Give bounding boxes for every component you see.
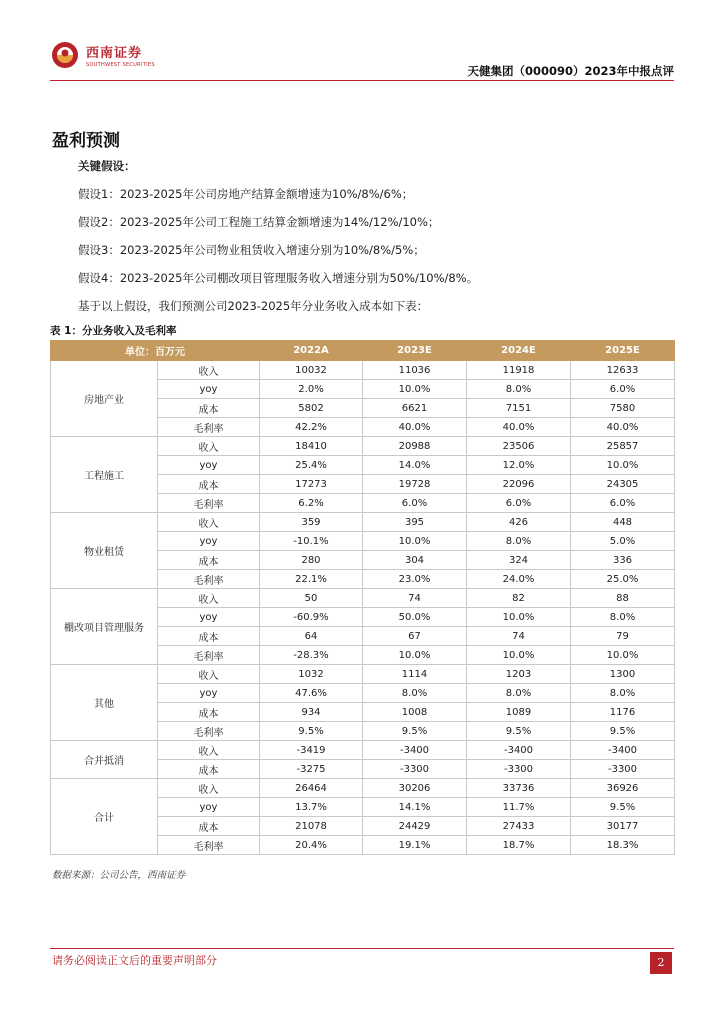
value-cell: 1300 xyxy=(571,665,675,684)
value-cell: 6.0% xyxy=(467,494,571,513)
value-cell: 67 xyxy=(363,627,467,646)
table-row xyxy=(51,741,675,760)
value-cell: 12633 xyxy=(571,361,675,380)
value-cell: 2.0% xyxy=(260,380,363,399)
value-cell: 6.0% xyxy=(363,494,467,513)
metric-label: yoy xyxy=(158,798,260,817)
value-cell: 10.0% xyxy=(363,380,467,399)
table-header-row xyxy=(51,341,675,361)
assumption-1: 假设1：2023-2025年公司房地产结算金额增速为10%/8%/6%； xyxy=(78,187,414,201)
year-header: 2022A xyxy=(260,341,363,361)
table-caption: 表 1：分业务收入及毛利率 xyxy=(50,325,177,337)
assumptions-heading: 关键假设： xyxy=(78,159,136,173)
metric-label: 成本 xyxy=(158,817,260,836)
value-cell: 36926 xyxy=(571,779,675,798)
value-cell: 25.4% xyxy=(260,456,363,475)
value-cell: 11036 xyxy=(363,361,467,380)
assumptions-conclusion: 基于以上假设，我们预测公司2023-2025年分业务收入成本如下表： xyxy=(78,299,429,313)
value-cell: 10.0% xyxy=(467,608,571,627)
value-cell: 25857 xyxy=(571,437,675,456)
value-cell: 19.1% xyxy=(363,836,467,855)
segment-name: 物业租赁 xyxy=(51,513,158,589)
value-cell: 6621 xyxy=(363,399,467,418)
value-cell: 8.0% xyxy=(467,684,571,703)
value-cell: 13.7% xyxy=(260,798,363,817)
value-cell: 14.1% xyxy=(363,798,467,817)
value-cell: -10.1% xyxy=(260,532,363,551)
value-cell: 25.0% xyxy=(571,570,675,589)
value-cell: 30177 xyxy=(571,817,675,836)
footer-disclaimer: 请务必阅读正文后的重要声明部分 xyxy=(52,954,217,967)
table-body xyxy=(51,361,675,855)
report-title: 天健集团（000090）2023年中报点评 xyxy=(467,64,674,78)
value-cell: 9.5% xyxy=(571,722,675,741)
assumption-2: 假设2：2023-2025年公司工程施工结算金额增速为14%/12%/10%； xyxy=(78,215,440,229)
value-cell: 7151 xyxy=(467,399,571,418)
value-cell: 18.7% xyxy=(467,836,571,855)
value-cell: -3300 xyxy=(363,760,467,779)
value-cell: 359 xyxy=(260,513,363,532)
value-cell: -3419 xyxy=(260,741,363,760)
value-cell: 18.3% xyxy=(571,836,675,855)
metric-label: 成本 xyxy=(158,627,260,646)
metric-label: 收入 xyxy=(158,779,260,798)
value-cell: 1089 xyxy=(467,703,571,722)
value-cell: 10.0% xyxy=(571,646,675,665)
value-cell: 5.0% xyxy=(571,532,675,551)
metric-label: yoy xyxy=(158,684,260,703)
value-cell: 6.0% xyxy=(571,380,675,399)
value-cell: 10.0% xyxy=(571,456,675,475)
metric-label: yoy xyxy=(158,532,260,551)
metric-label: 成本 xyxy=(158,760,260,779)
metric-label: 收入 xyxy=(158,589,260,608)
value-cell: 88 xyxy=(571,589,675,608)
value-cell: 1176 xyxy=(571,703,675,722)
value-cell: 11918 xyxy=(467,361,571,380)
segment-name: 其他 xyxy=(51,665,158,741)
metric-label: yoy xyxy=(158,380,260,399)
value-cell: 33736 xyxy=(467,779,571,798)
value-cell: 1008 xyxy=(363,703,467,722)
metric-label: 收入 xyxy=(158,361,260,380)
metric-label: 毛利率 xyxy=(158,722,260,741)
value-cell: 18410 xyxy=(260,437,363,456)
value-cell: 24.0% xyxy=(467,570,571,589)
value-cell: 395 xyxy=(363,513,467,532)
company-logo xyxy=(50,40,210,76)
logo-subtitle: SOUTHWEST SECURITIES xyxy=(86,62,155,68)
year-header: 2025E xyxy=(571,341,675,361)
assumption-3: 假设3：2023-2025年公司物业租赁收入增速分别为10%/8%/5%； xyxy=(78,243,425,257)
value-cell: 14.0% xyxy=(363,456,467,475)
year-header: 2024E xyxy=(467,341,571,361)
value-cell: 12.0% xyxy=(467,456,571,475)
page-number: 2 xyxy=(650,952,672,974)
header-divider xyxy=(50,80,674,81)
metric-label: 成本 xyxy=(158,703,260,722)
value-cell: 9.5% xyxy=(363,722,467,741)
value-cell: -60.9% xyxy=(260,608,363,627)
value-cell: 30206 xyxy=(363,779,467,798)
logo-mark-icon xyxy=(50,40,80,70)
value-cell: 17273 xyxy=(260,475,363,494)
metric-label: 收入 xyxy=(158,665,260,684)
value-cell: 10032 xyxy=(260,361,363,380)
metric-label: 收入 xyxy=(158,437,260,456)
value-cell: 82 xyxy=(467,589,571,608)
value-cell: 74 xyxy=(363,589,467,608)
value-cell: 22096 xyxy=(467,475,571,494)
revenue-margin-table xyxy=(50,340,675,855)
value-cell: 40.0% xyxy=(467,418,571,437)
value-cell: 426 xyxy=(467,513,571,532)
value-cell: 47.6% xyxy=(260,684,363,703)
metric-label: 毛利率 xyxy=(158,494,260,513)
year-header: 2023E xyxy=(363,341,467,361)
value-cell: 10.0% xyxy=(467,646,571,665)
value-cell: 6.0% xyxy=(571,494,675,513)
assumption-4: 假设4：2023-2025年公司棚改项目管理服务收入增速分别为50%/10%/8%。 xyxy=(78,271,479,285)
value-cell: 26464 xyxy=(260,779,363,798)
value-cell: 1032 xyxy=(260,665,363,684)
value-cell: 23.0% xyxy=(363,570,467,589)
metric-label: 毛利率 xyxy=(158,418,260,437)
value-cell: 7580 xyxy=(571,399,675,418)
value-cell: 79 xyxy=(571,627,675,646)
value-cell: -3300 xyxy=(467,760,571,779)
value-cell: 10.0% xyxy=(363,646,467,665)
value-cell: 19728 xyxy=(363,475,467,494)
value-cell: -3400 xyxy=(467,741,571,760)
value-cell: 1114 xyxy=(363,665,467,684)
segment-name: 棚改项目管理服务 xyxy=(51,589,158,665)
value-cell: 8.0% xyxy=(467,380,571,399)
table-row xyxy=(51,589,675,608)
value-cell: -3400 xyxy=(363,741,467,760)
page-header xyxy=(50,38,674,82)
segment-name: 房地产业 xyxy=(51,361,158,437)
value-cell: 22.1% xyxy=(260,570,363,589)
value-cell: 40.0% xyxy=(571,418,675,437)
segment-name: 工程施工 xyxy=(51,437,158,513)
metric-label: 成本 xyxy=(158,475,260,494)
value-cell: 9.5% xyxy=(260,722,363,741)
value-cell: 1203 xyxy=(467,665,571,684)
segment-name: 合计 xyxy=(51,779,158,855)
metric-label: yoy xyxy=(158,456,260,475)
value-cell: 42.2% xyxy=(260,418,363,437)
segment-name: 合并抵消 xyxy=(51,741,158,779)
value-cell: 50 xyxy=(260,589,363,608)
value-cell: 24305 xyxy=(571,475,675,494)
footer-divider xyxy=(50,948,674,949)
value-cell: 27433 xyxy=(467,817,571,836)
metric-label: 毛利率 xyxy=(158,570,260,589)
value-cell: 5802 xyxy=(260,399,363,418)
value-cell: 8.0% xyxy=(571,608,675,627)
metric-label: 毛利率 xyxy=(158,836,260,855)
value-cell: 280 xyxy=(260,551,363,570)
value-cell: 11.7% xyxy=(467,798,571,817)
value-cell: 24429 xyxy=(363,817,467,836)
metric-label: 毛利率 xyxy=(158,646,260,665)
value-cell: 74 xyxy=(467,627,571,646)
value-cell: 448 xyxy=(571,513,675,532)
value-cell: 6.2% xyxy=(260,494,363,513)
table-row xyxy=(51,779,675,798)
value-cell: 336 xyxy=(571,551,675,570)
value-cell: 934 xyxy=(260,703,363,722)
value-cell: 8.0% xyxy=(363,684,467,703)
value-cell: 50.0% xyxy=(363,608,467,627)
value-cell: 10.0% xyxy=(363,532,467,551)
value-cell: 8.0% xyxy=(467,532,571,551)
section-title: 盈利预测 xyxy=(52,131,120,151)
value-cell: 21078 xyxy=(260,817,363,836)
value-cell: 20.4% xyxy=(260,836,363,855)
table-row xyxy=(51,361,675,380)
logo-name: 西南证券 xyxy=(86,46,143,61)
table-row xyxy=(51,437,675,456)
metric-label: 成本 xyxy=(158,399,260,418)
value-cell: -3300 xyxy=(571,760,675,779)
value-cell: 40.0% xyxy=(363,418,467,437)
table-row xyxy=(51,513,675,532)
value-cell: 23506 xyxy=(467,437,571,456)
value-cell: 8.0% xyxy=(571,684,675,703)
value-cell: 9.5% xyxy=(571,798,675,817)
data-source: 数据来源：公司公告，西南证券 xyxy=(52,870,186,881)
value-cell: -3275 xyxy=(260,760,363,779)
metric-label: 成本 xyxy=(158,551,260,570)
metric-label: 收入 xyxy=(158,741,260,760)
value-cell: -3400 xyxy=(571,741,675,760)
value-cell: 64 xyxy=(260,627,363,646)
metric-label: yoy xyxy=(158,608,260,627)
unit-label: 单位：百万元 xyxy=(51,341,260,361)
value-cell: 20988 xyxy=(363,437,467,456)
value-cell: -28.3% xyxy=(260,646,363,665)
table-row xyxy=(51,665,675,684)
metric-label: 收入 xyxy=(158,513,260,532)
value-cell: 9.5% xyxy=(467,722,571,741)
value-cell: 324 xyxy=(467,551,571,570)
value-cell: 304 xyxy=(363,551,467,570)
